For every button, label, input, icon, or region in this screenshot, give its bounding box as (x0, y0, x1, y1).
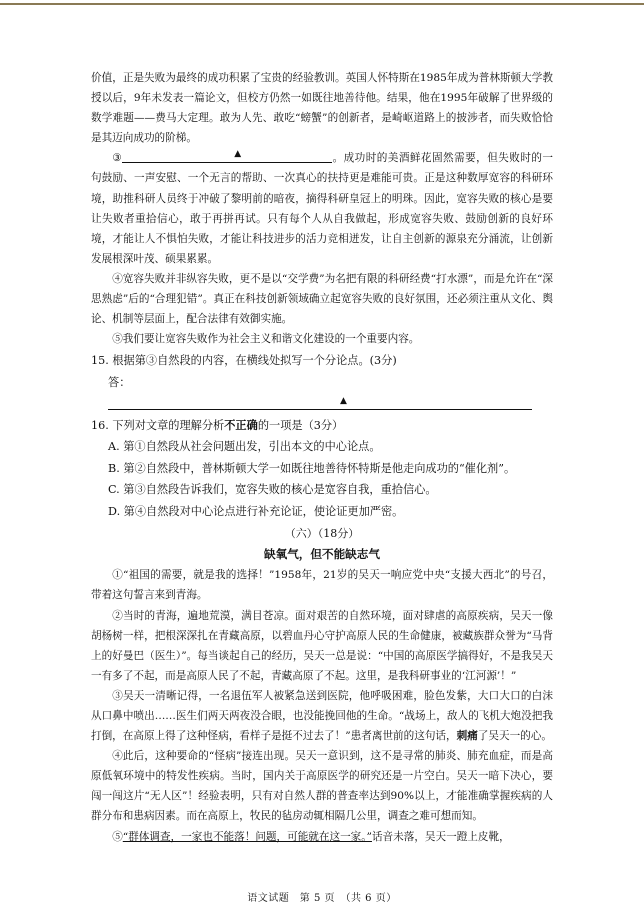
underlined-quote: “群体调查，一家也不能落！问题，可能就在这一家。” (122, 830, 372, 843)
triangle-marker-icon: ▲ (234, 149, 242, 160)
article-paragraph-2: ②当时的青海，遍地荒漠，满目苍凉。面对艰苦的自然环境，面对肆虐的高原疾病，吴天一像胡杨树一样，把根深深扎在青藏高原，以碧血丹心守护高原人民的生命健康，被藏族群众誉为“马背上的好曼巴（医生）”。每当谈起自己的经历，吴天一总是说：“中国的高原医学搞得好，不是我吴天一有多了不起，而是高原人民了不起，青藏高原了不起。这里，是我科研事业的‘江河源’！” (91, 609, 553, 682)
answer-row-15 (91, 372, 553, 414)
paragraph-number: ⑤ (112, 830, 123, 843)
passage-paragraph-1: 价值，正是失败为最终的成功积累了宝贵的经验教训。英国人怀特斯在1985年成为普林斯顿大学教授以后，9年未发表一篇论文，但校方仍然一如既往地善待他。结果，他在1995年破解了世界级的数学难题——费马大定理。敢为人先、敢吃“螃蟹”的创新者，是崎岖道路上的披涉者，而失败恰恰是其迈向成功的阶梯。 (91, 72, 553, 145)
paragraph-number: ③ (112, 152, 123, 165)
question-16 (91, 415, 553, 437)
question-15: 15. 根据第③自然段的内容，在横线处拟写一个分论点。(3分) (91, 354, 397, 368)
paragraph-3-text: 。成功时的美酒鲜花固然需要，但失败时的一句鼓励、一声安慰、一个无言的帮助、一次真心的扶持更是难能可贵。正是这种数厚宽容的科研环境，助推科研人员终于冲破了黎明前的暗夜，摘得科研皇冠上的明珠。因此，宽容失败的核心是要让失败者重拾信心，敢于再拼再试。只有每个人从自我做起，形成宽容失败、鼓励创新的良好环境，才能让人不惧怕失败，才能让科技进步的活力竞相迸发，让自主创新的源泉充分涌流，让创新发展根深叶茂、硕果累累。 (91, 152, 554, 265)
paragraph-5-rest: 话音未落，吴天一蹬上皮靴， (371, 830, 510, 843)
section-heading: （六）（18分） (284, 527, 360, 541)
page-content (91, 68, 553, 847)
option-c[interactable]: C. 第③自然段告诉我们，宽容失败的核心是宽容自我，重拾信心。 (108, 483, 437, 497)
paragraph-3-post: 了吴天一的心。 (477, 730, 552, 743)
question-16-emphasis: 不正确 (224, 417, 258, 432)
page-footer: 语文试题 第 5 页 （共 6 页） (247, 893, 397, 904)
question-16-post: 的一项是（3分） (257, 418, 344, 432)
passage-paragraph-3 (91, 148, 553, 269)
article-title: 缺氧气，但不能缺志气 (264, 547, 380, 562)
option-b[interactable]: B. 第②自然段中，普林斯顿大学一如既往地善待怀特斯是他走向成功的“催化剂”。 (108, 461, 516, 475)
answer-line[interactable] (108, 395, 532, 410)
article-paragraph-3 (91, 686, 553, 746)
answer-label: 答： (108, 375, 131, 389)
passage-paragraph-4: ④宽容失败并非纵容失败，更不是以“交学费”为名把有限的科研经费“打水漂”，而是允许在“深思熟虑”后的“合理犯错”。真正在科技创新领域确立起宽容失败的良好氛围，还必须注重从文化、舆论、机制等层面上，配合法律有效御实施。 (91, 272, 553, 326)
paragraph-3-pre: ③吴天一清晰记得，一名退伍军人被紧急送到医院，他呼吸困难，脸色发紫，大口大口的白沫从口鼻中喷出……医生们两天两夜没合眼，也没能挽回他的生命。“战场上，敌人的飞机大炮没把我打倒，在高原上得了这种怪病，看样子是挺不过去了！”患者离世前的这句话， (91, 689, 553, 743)
triangle-marker-icon: ▲ (340, 395, 347, 406)
fill-in-blank[interactable] (122, 149, 332, 163)
option-a[interactable]: A. 第①自然段从社会问题出发，引出本文的中心论点。 (108, 440, 381, 454)
passage-paragraph-5: ⑤我们要让宽容失败作为社会主义和谐文化建设的一个重要内容。 (112, 333, 420, 346)
option-d[interactable]: D. 第④自然段对中心论点进行补充论证，使论证更加严密。 (108, 504, 404, 518)
top-border-line (0, 3, 644, 5)
article-paragraph-5 (91, 827, 553, 847)
question-16-pre: 16. 下列对文章的理解分析 (91, 418, 225, 432)
emphasized-word: 刺痛 (456, 730, 478, 743)
article-paragraph-4: ④此后，这种要命的“怪病”接连出现。吴天一意识到，这不是寻常的肺炎、肺充血症，而是高原低氧环境中的特发性疾病。当时，国内关于高原医学的研究还是一片空白。吴天一暗下决心，要闯一闯这片“无人区”！经验表明，只有对自然人群的普查率达到90%以上，才能准确掌握疾病的人群分布和患病因素。而在高原上，牧民的毡房动辄相隔几公里，调查之难可想而知。 (91, 750, 553, 823)
article-paragraph-1: ①“祖国的需要，就是我的选择！”1958年，21岁的吴天一响应党中央“支援大西北”的号召，带着这句誓言来到青海。 (91, 569, 553, 602)
